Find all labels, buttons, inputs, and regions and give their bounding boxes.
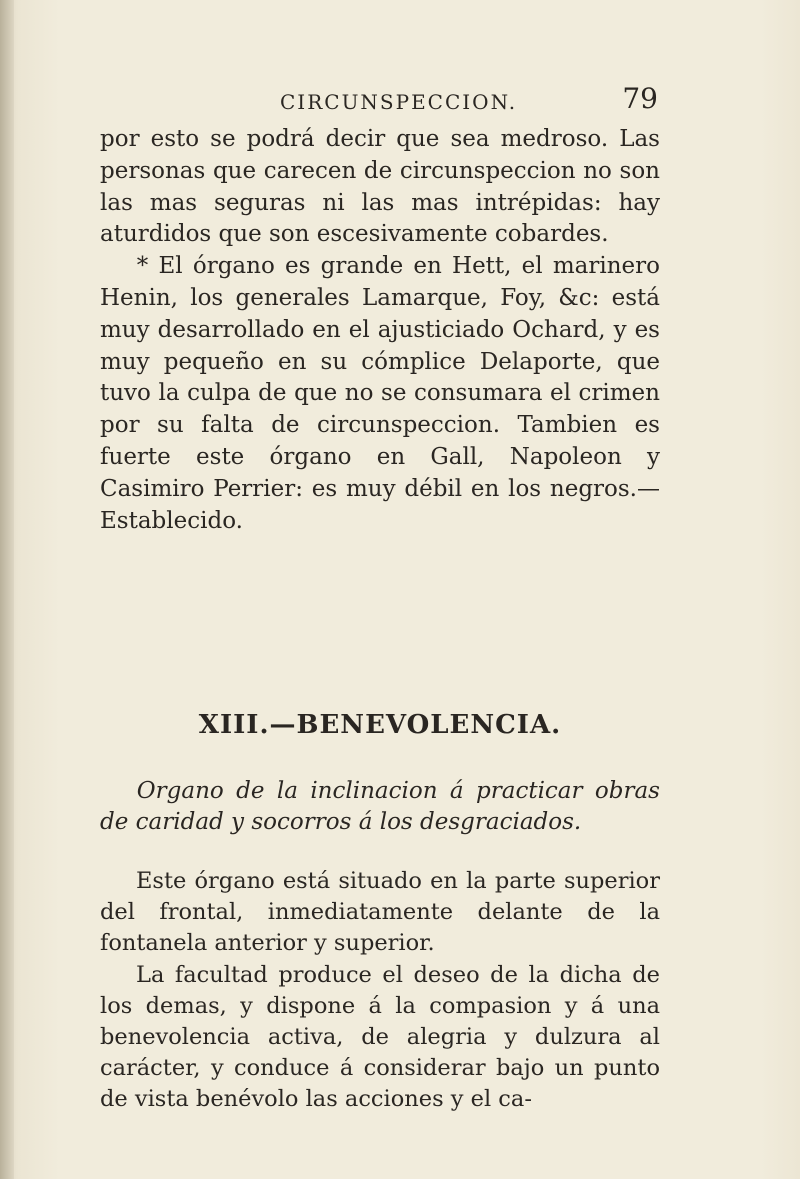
section-benevolencia (100, 710, 660, 1116)
section-heading: XIII.—BENEVOLENCIA. (198, 710, 562, 740)
section-paragraph-faculty: La facultad produce el deseo de la dicha de los demas, y dispone á la compasion y á una benevolencia activa, de alegria y dulzura al carácter, y conduce á considerar bajo un punto de vista benévolo las acciones y el ca- (100, 961, 660, 1113)
section-subtitle: Organo de la inclinacion á practicar obras de caridad y socorros á los desgraciados. (100, 778, 660, 835)
paragraph-continued: por esto se podrá decir que sea medroso. Las personas que carecen de circunspeccion no son las mas seguras ni las mas intrépidas: hay aturdidos que son escesivamente cobardes. (100, 126, 660, 248)
page-number: 79 (622, 82, 658, 115)
section-paragraph-location: Este órgano está situado en la parte superior del frontal, inmediatamente delante de la fontanela anterior y superior. (100, 868, 660, 957)
book-spine-shadow (0, 0, 14, 1179)
running-title: CIRCUNSPECCION. (280, 90, 518, 114)
running-head (100, 82, 660, 122)
continued-text (100, 124, 660, 537)
paragraph-footnote-organ: * El órgano es grande en Hett, el marinero Henin, los generales Lamarque, Foy, &c: está muy desarrollado en el ajusticiado Ochard, y es muy pequeño en su cómplice Delaporte, que tuvo la culpa de que no se consumara el crimen por su falta de circunspeccion. Tambien es fuerte este órgano en Gall, Napoleon y Casimiro Perrier: es muy débil en los negros.— Establecido. (100, 253, 660, 534)
